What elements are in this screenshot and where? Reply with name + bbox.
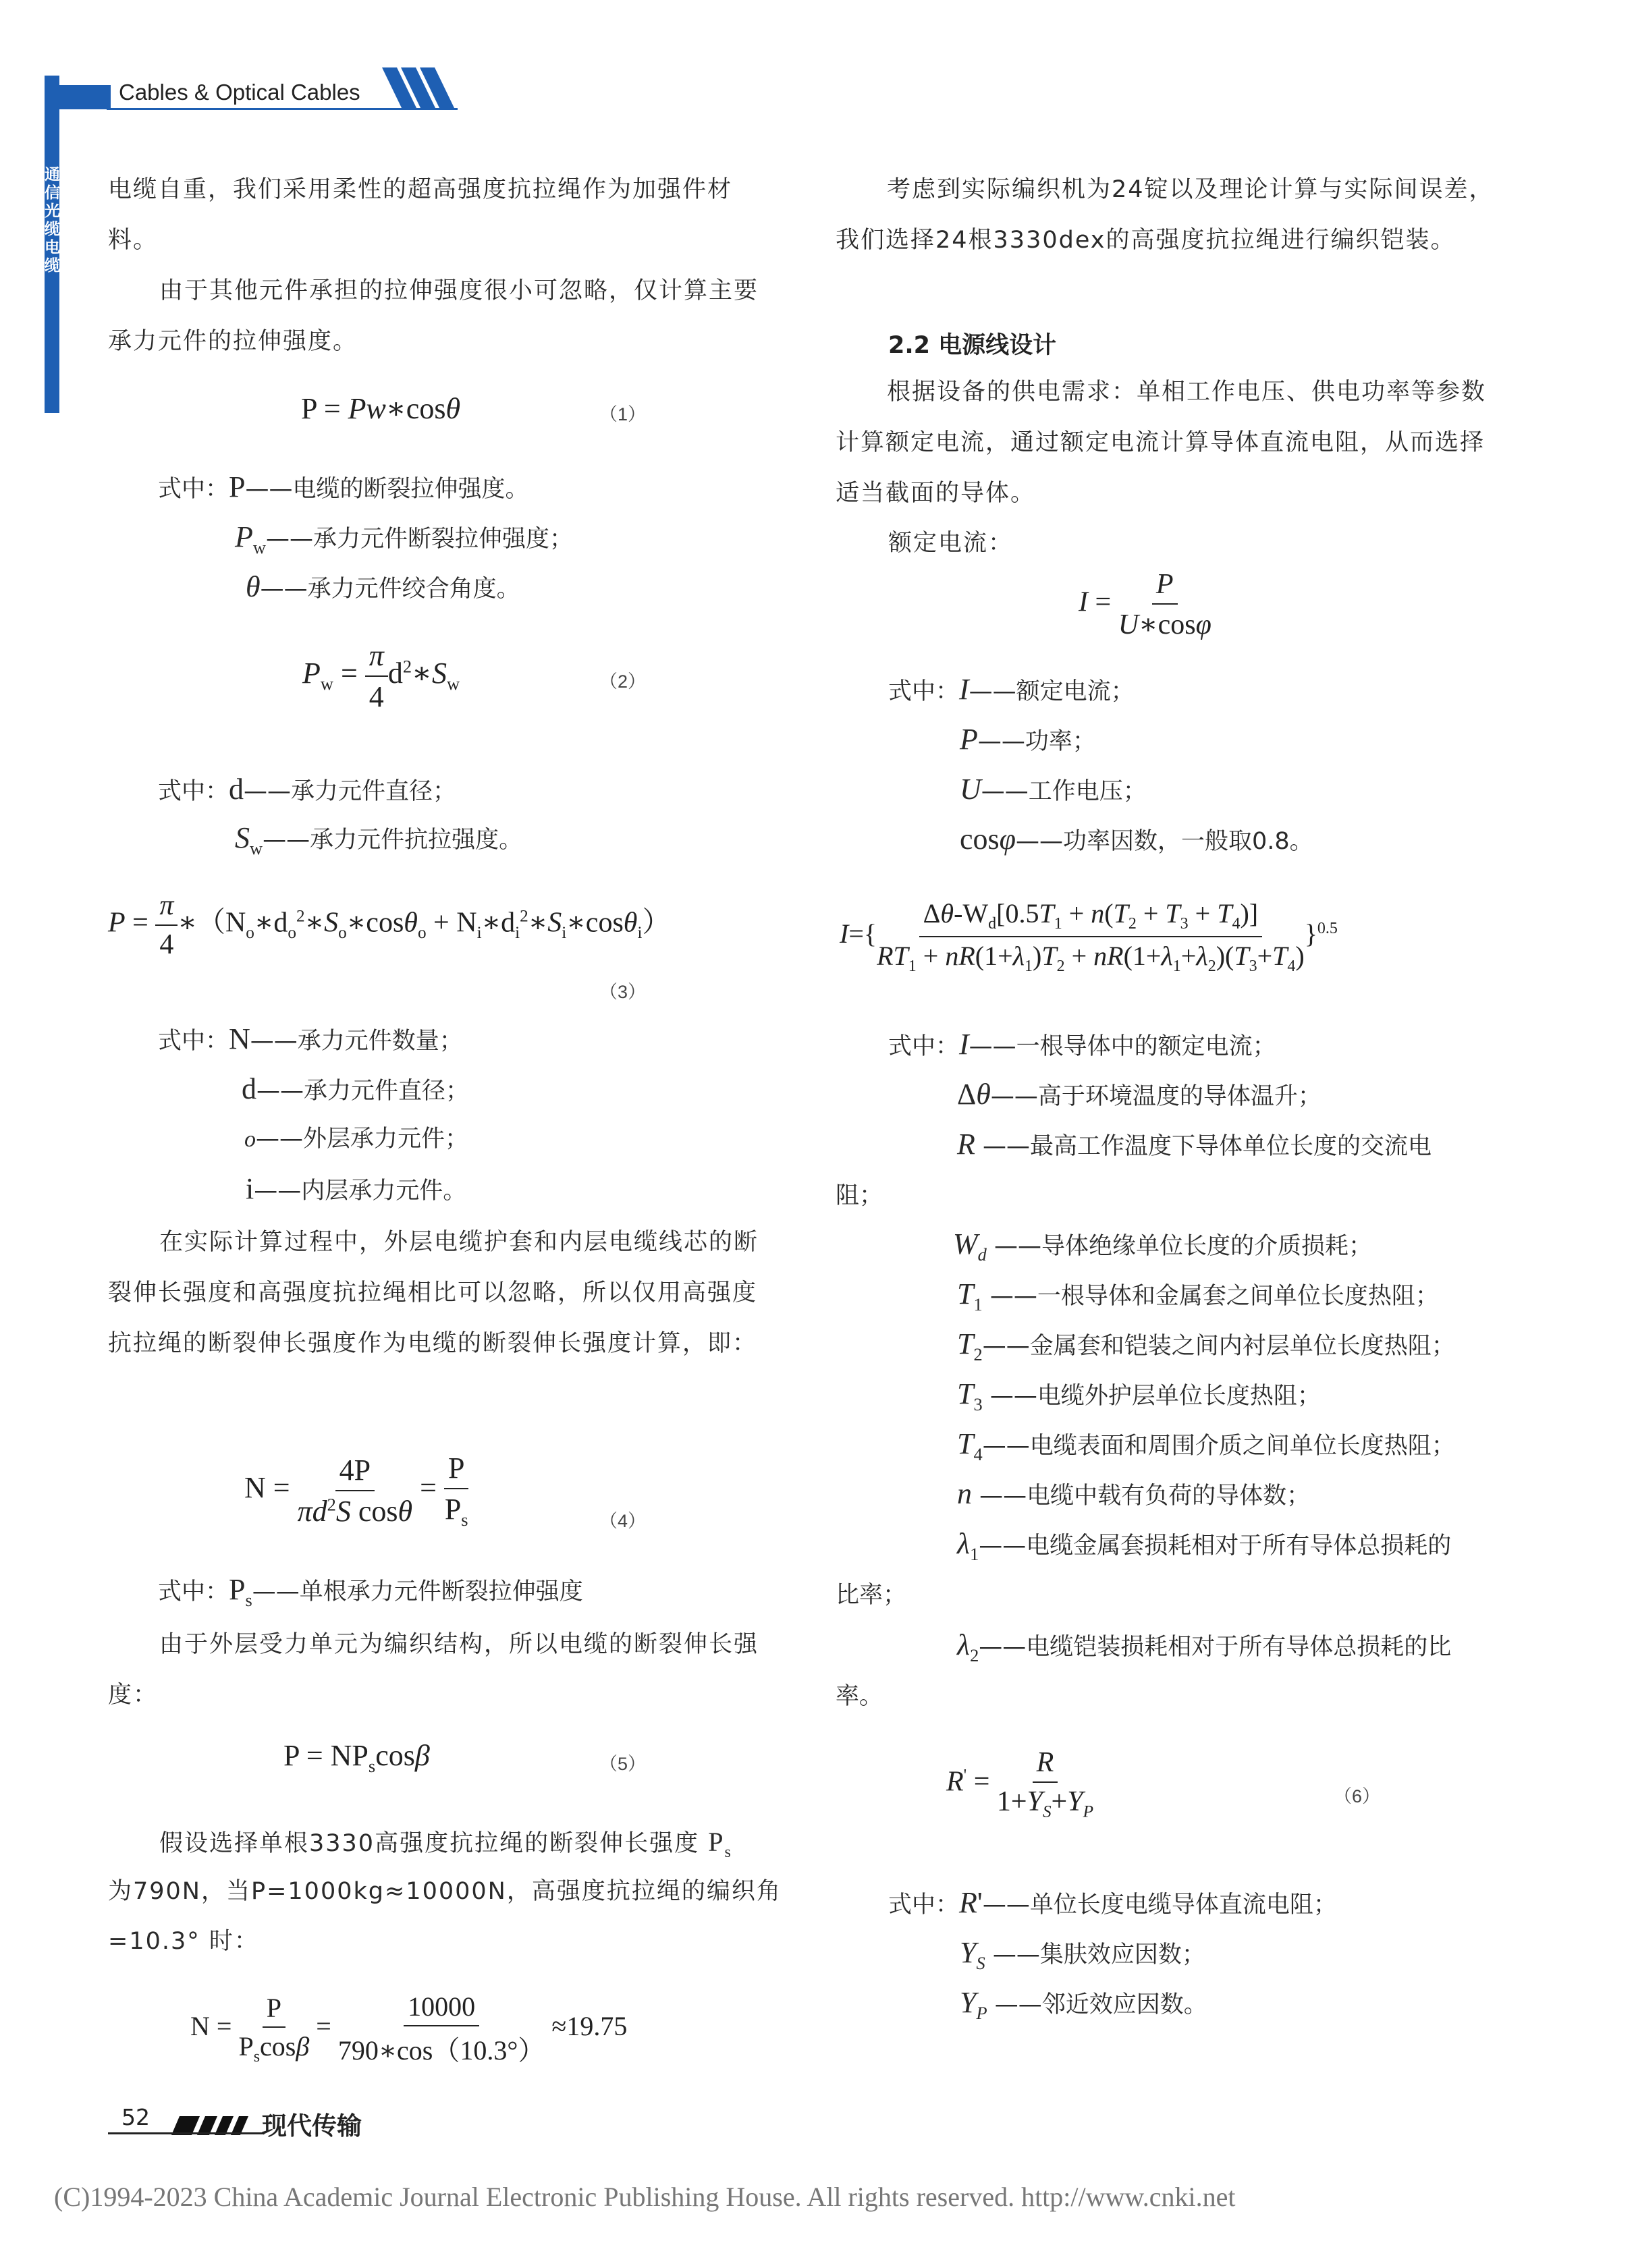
definition-n: n ——电缆中载有负荷的导体数； (957, 1477, 1311, 1510)
definition-sw: $S_w——$承力元件抗拉强度。 (235, 821, 523, 858)
header-stripes-icon (382, 67, 456, 109)
definition-delta-theta: Δθ——高于环境温度的导体温升； (957, 1078, 1322, 1111)
left-paragraph-5a: 假设选择单根3330高强度抗拉绳的断裂伸长强度 $P_s$ (159, 1827, 732, 1861)
definition-r-cont: 阻； (836, 1182, 883, 1209)
definitions-1: 式中：P——电缆的断裂拉伸强度。 (158, 470, 529, 503)
equation-2-number: （2） (599, 671, 647, 692)
equation-1-number: （1） (599, 404, 647, 424)
definition-o: o——外层承力元件； (244, 1126, 469, 1153)
right-paragraph-1: 考虑到实际编织机为24锭以及理论计算与实际间误差，我们选择24根3330dex的高强度抗拉绳进行编织铠装。 (836, 176, 1494, 254)
left-paragraph-1: 电缆自重，我们采用柔性的超高强度抗拉绳作为加强件材料。 (108, 176, 733, 254)
definition-r: R ——最高工作温度下导体单位长度的交流电 (957, 1128, 1432, 1161)
header-title: Cables & Optical Cables (119, 80, 360, 105)
copyright-notice: (C)1994-2023 China Academic Journal Electronic Publishing House. All rights reserved. http://www.cnki.net (54, 2182, 1236, 2212)
definitions-2: 式中：d——承力元件直径； (158, 773, 457, 806)
definition-theta: θ——承力元件绞合角度。 (246, 570, 520, 603)
definitions-4: 式中：$P_s——$单根承力元件断裂拉伸强度 (158, 1573, 583, 1610)
left-paragraph-3: 在实际计算过程中，外层电缆护套和内层电缆线芯的断裂伸长强度和高强度抗拉绳相比可以忽略，所以仅用高强度抗拉绳的断裂伸长强度作为电缆的断裂伸长强度计算，即： (108, 1229, 759, 1357)
definition-wd: $W_d$ ——导体绝缘单位长度的介质损耗； (953, 1227, 1373, 1265)
definition-yp: $Y_P$ ——邻近效应因数。 (960, 1986, 1207, 2023)
definition-power: P——功率； (960, 723, 1096, 756)
section-heading: 2.2 电源线设计 (888, 332, 1057, 359)
equation-1: P = Pw∗cosθ (301, 392, 461, 425)
definition-power-factor: cosφ——功率因数，一般取0.8。 (960, 823, 1313, 856)
definition-pw: $P_w——$承力元件断裂拉伸强度； (235, 520, 573, 557)
right-definitions-1: 式中：I——额定电流； (888, 673, 1135, 706)
page-number: 52 (121, 2104, 150, 2130)
definitions-3: 式中：N——承力元件数量； (158, 1022, 463, 1055)
header-accent-block (45, 85, 111, 109)
left-paragraph-4: 由于外层受力单元为编织结构，所以电缆的断裂伸长强度： (108, 1631, 759, 1709)
right-definitions-3: 式中：R'——单位长度电缆导体直流电阻； (888, 1886, 1337, 1919)
equation-6-number: （6） (1334, 1786, 1381, 1806)
equation-6: R' = $\frac{R}{1+Y_S+Y_P}$ (946, 1747, 1093, 1821)
definition-lambda2: $\lambda_2——$电缆铠装损耗相对于所有导体总损耗的比 (957, 1628, 1452, 1665)
left-paragraph-5b: 为790N，当P=1000kg≈10000N，高强度抗拉绳的编织角 (108, 1878, 782, 1905)
definition-voltage: U——工作电压； (960, 773, 1147, 806)
journal-title: 现代传输 (262, 2111, 362, 2140)
equation-4: N = $\frac{4P}{\pi d^2S \cos\theta}$ = $\frac{P}{P_s}$ (244, 1451, 468, 1530)
definition-d: d——承力元件直径； (242, 1072, 470, 1105)
definition-i: i——内层承力元件。 (246, 1172, 467, 1205)
left-paragraph-2: 由于其他元件承担的拉伸强度很小可忽略，仅计算主要承力元件的拉伸强度。 (108, 277, 759, 355)
definition-lambda1: $\lambda_1——$电缆金属套损耗相对于所有导体总损耗的 (957, 1527, 1452, 1564)
side-section-label: 通信光缆电缆 (45, 166, 60, 275)
equation-2: $P_w$ = $\frac{\pi}{4}$ $d^2∗S_w$ (302, 639, 460, 713)
equation-5-number: （5） (599, 1754, 647, 1774)
definition-lambda1-cont: 比率； (836, 1582, 907, 1609)
equation-5: $P = NP_s\cos\beta$ (283, 1739, 430, 1776)
equation-4-number: （4） (599, 1511, 647, 1531)
equation-current: I = $\frac{P}{U∗\cos\varphi}$ (1079, 569, 1211, 640)
definition-t4: $T_4——$电缆表面和周围介质之间单位长度热阻； (957, 1427, 1455, 1464)
equation-rated-current: I={ $\frac{\Delta\theta-W_d[0.5T_1 + n(T_2 + T_3 + T_4)]}{RT_1 + nR(1+\lambda_1)T_2 + nR(1+\lambda_1+\lambda_2)(T_3+T_4)}$ }$^{0.5}$ (840, 898, 1338, 975)
definition-t2: $T_2——$金属套和铠装之间内衬层单位长度热阻； (957, 1327, 1455, 1364)
definition-lambda2-cont: 率。 (836, 1683, 883, 1710)
equation-3-number: （3） (599, 982, 647, 1002)
definition-ys: $Y_S$ ——集肤效应因数； (960, 1936, 1205, 1973)
definition-t3: $T_3$ ——电缆外护层单位长度热阻； (957, 1377, 1321, 1414)
right-paragraph-2: 根据设备的供电需求：单相工作电压、供电功率等参数计算额定电流，通过额定电流计算导体直流电阻，从而选择适当截面的导体。 (836, 379, 1487, 507)
definition-t1: $T_1$ ——一根导体和金属套之间单位长度热阻； (957, 1277, 1439, 1315)
equation-3: P = $\frac{\pi}{4}$ $∗(N_o∗d_o^2∗S_o∗\cos\theta_o$ + $N_i∗d_i^2∗S_i∗\cos\theta_i$） (108, 890, 671, 960)
left-paragraph-5c: =10.3° 时： (108, 1928, 259, 1955)
equation-final: N = $\frac{P}{P_s\cos\beta}$ = $\frac{10000}{790∗\cos(10.3^\circ)}$ ≈19.75 (190, 1991, 628, 2066)
right-paragraph-3: 额定电流： (888, 530, 1014, 557)
footer-rule (108, 2132, 263, 2134)
right-definitions-2: 式中：I——一根导体中的额定电流； (888, 1028, 1276, 1061)
